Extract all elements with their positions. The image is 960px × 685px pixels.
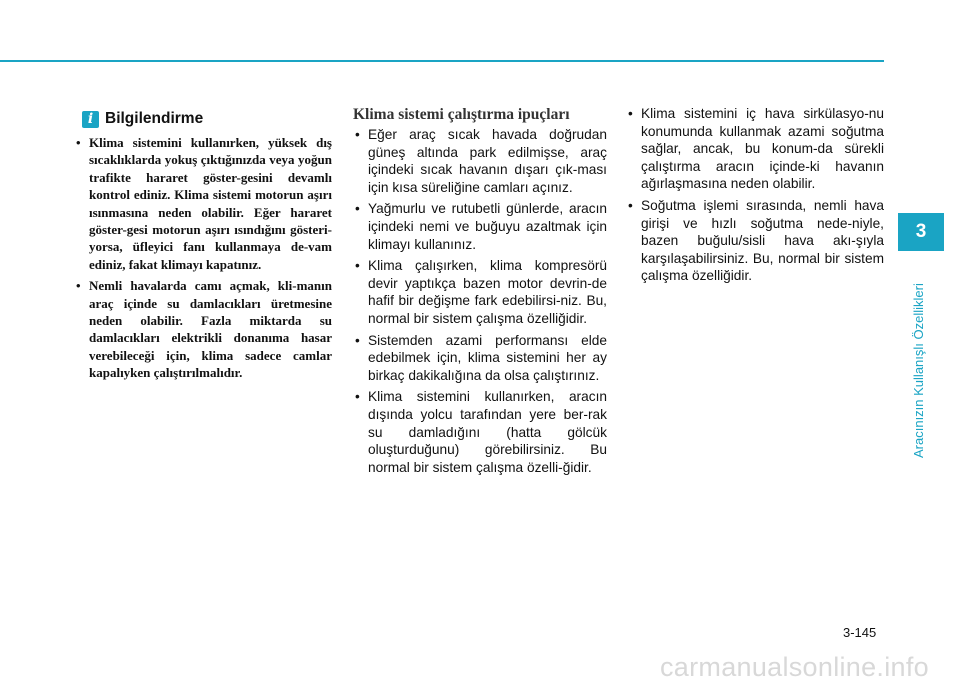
tip-bullet: • Soğutma işlemi sırasında, nemli hava girişi ve hızlı soğutma nede-niyle, bazen buğulu/sisli hava akı-şıyla karşılaşabilirsiniz. Bu, normal bir sistem çalışma özelliğidir. [626,197,884,285]
info-bullet: • Nemli havalarda camı açmak, kli-manın araç içinde su damlacıkları üretmesine neden olabilir. Fazla miktarda su damlacıkları elektrikli donanıma hasar verebileceği için, klima sadece camlar kapalıyken çalıştırılmalıdır. [74,277,332,381]
info-header [82,110,203,128]
top-rule [0,60,884,62]
chapter-tab: 3 [898,213,944,251]
tips-column-left [353,126,607,480]
chapter-side-title [911,258,931,468]
tips-column-right [626,105,884,289]
watermark: carmanualsonline.info [660,652,929,682]
info-icon: i [82,111,99,128]
section-heading: Klima sistemi çalıştırma ipuçları [353,106,570,123]
info-bullet: • Klima sistemini kullanırken, yüksek dış sıcaklıklarda yokuş çıktığınızda veya yoğun trafikte hararet göster-gesini devamlı kontrol ediniz. Klima sistemi motorun aşırı ısınmasına neden olabilir. Eğer hararet göster-gesi motorun aşırı ısındığını gösteri-yorsa, üfleyici fanı kullanmaya de-vam ediniz, fakat klimayı kapatınız. [74,134,332,273]
tip-bullet: • Eğer araç sıcak havada doğrudan güneş altında park edilmişse, araç içindeki sıcak havanın dışarı çık-ması için kısa süreliğine camları açınız. [353,126,607,196]
tip-bullet: • Klima sistemini iç hava sirkülasyo-nu konumunda kullanmak azami soğutma sağlar, ancak, bu konum-da sürekli çalıştırma aracın içinde-ki havanın ağırlaşmasına neden olabilir. [626,105,884,193]
tip-bullet: • Klima çalışırken, klima kompresörü devir yaptıkça bazen motor devrin-de hafif bir değişme fark edebilirsi-niz. Bu, normal bir sistem çalışma özelliğidir. [353,257,607,327]
tip-bullet: • Sistemden azami performansı elde edebilmek için, klima sistemini her ay birkaç dakikalığına da olsa çalıştırınız. [353,332,607,385]
page-number: 3-145 [843,625,877,640]
tip-bullet: • Yağmurlu ve rutubetli günlerde, aracın içindeki nemi ve buğuyu azaltmak için klimayı kullanınız. [353,200,607,253]
tip-bullet: • Klima sistemini kullanırken, aracın dışında yolcu tarafından yere ber-rak su damladığını (hatta gölcük oluşturduğunu) görebilirsiniz. Bu normal bir sistem çalışma özelli-ğidir. [353,388,607,476]
info-column [74,134,332,386]
chapter-title-label: Aracınızın Kullanışlı Özellikleri [911,283,926,458]
info-title: Bilgilendirme [105,110,204,127]
